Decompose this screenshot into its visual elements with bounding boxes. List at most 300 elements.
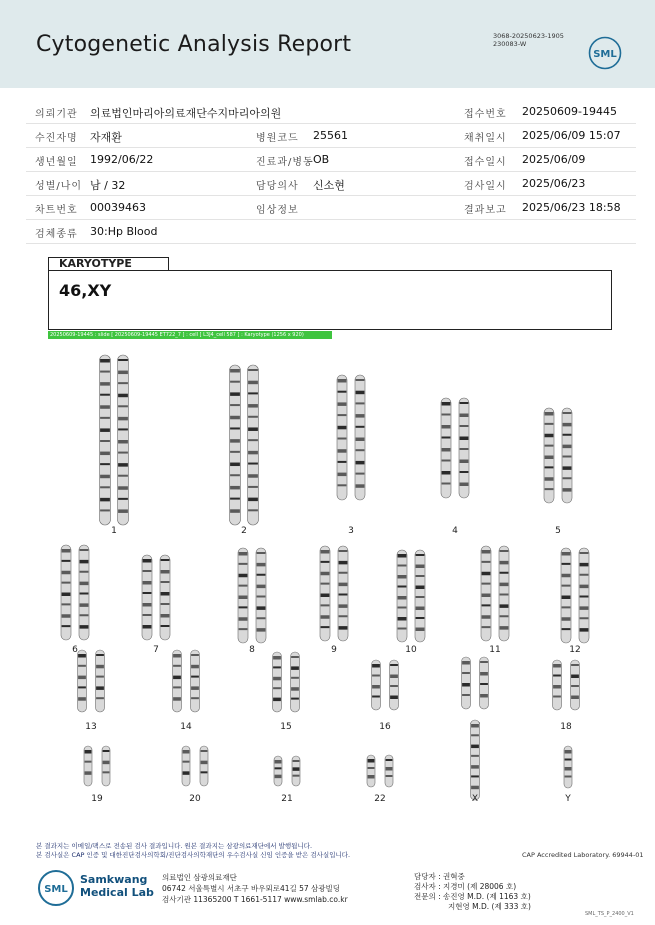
chromosome-band (191, 697, 199, 699)
chromosome-band (482, 561, 491, 563)
chromosome-band (338, 391, 347, 393)
chromosome-band (471, 765, 479, 769)
chromosome-pair (372, 660, 399, 732)
chromosome-band (338, 379, 347, 383)
patient-value: 자재환 (90, 131, 122, 144)
chromosome-band (321, 561, 330, 563)
chromosome-band (480, 672, 488, 676)
chromosome-band (118, 498, 128, 500)
sex-age-label: 성별/나이 (35, 181, 83, 192)
chromosome-band (321, 604, 330, 606)
chromosome-band (100, 509, 110, 511)
chromosome-band (482, 615, 491, 619)
document-id: 3068-20250623-1905 230083-W (493, 32, 564, 48)
chromosome-band (191, 665, 199, 669)
chromosome-band (553, 675, 561, 677)
chromosome-band (571, 685, 579, 687)
chromosome-band (291, 698, 299, 700)
chromosome-band (398, 617, 407, 621)
chromosome-band (239, 585, 248, 587)
chromosome-band (482, 594, 491, 598)
chromosome-band (230, 404, 240, 406)
chromosome-band (78, 665, 86, 667)
chromosome-band (275, 760, 282, 764)
chromosome-band (230, 474, 240, 476)
chromosome-band (273, 666, 281, 668)
chromosome-band (173, 686, 181, 688)
chromosome-band (338, 461, 347, 463)
karyotype-result-box (48, 270, 612, 330)
chromosome-band (500, 572, 509, 574)
chromosome-band (471, 734, 479, 736)
chromosome-band (275, 767, 282, 769)
chromosome-band (183, 771, 190, 775)
chromosome-band (416, 554, 425, 556)
chromosome-band (321, 615, 330, 619)
chromosome-band (230, 416, 240, 420)
cap-accreditation: CAP Accredited Laboratory. 69944-01 (522, 851, 644, 859)
chromosome-band (562, 606, 571, 608)
chromosome-band (230, 451, 240, 453)
chromosome-label: 4 (452, 526, 458, 536)
chromosome-band (239, 628, 248, 630)
chromosome-band (291, 677, 299, 679)
dob-value: 1992/06/22 (90, 153, 154, 166)
karyotype-tab: KARYOTYPE (48, 257, 169, 271)
patient-info-table (26, 100, 636, 244)
collected-value: 2025/06/09 15:07 (522, 129, 621, 142)
doctor-value: 신소현 (313, 179, 345, 192)
specimen-label: 검체종류 (35, 229, 78, 240)
chromosome-band (339, 550, 348, 552)
chromosome-band (100, 463, 110, 465)
chromosome-band (339, 583, 348, 587)
chromosome-band (191, 676, 199, 678)
chromosome-band (257, 596, 266, 598)
chromosome-band (291, 656, 299, 658)
staff-line: 지현영 M.D. (제 333 호) (448, 902, 531, 911)
chromosome-band (248, 427, 258, 431)
chromosome-pair (564, 746, 572, 804)
chromosome-band (100, 405, 110, 409)
chromosome-band (248, 381, 258, 385)
chromosome-band (275, 775, 282, 779)
chromosome-band (100, 417, 110, 419)
tested-label: 검사일시 (464, 181, 507, 192)
chromosome-band (62, 549, 71, 553)
chromosome-band (460, 402, 469, 404)
chromosome-band (248, 451, 258, 455)
chromosome-band (338, 414, 347, 416)
chromosome-band (338, 426, 347, 430)
chromosome-band (161, 592, 170, 596)
chromosome-band (161, 570, 170, 574)
karyotype-result: 46,XY (59, 281, 112, 300)
chromosome-band (100, 452, 110, 456)
chromosome-label: 19 (91, 794, 103, 804)
chromosome-band (562, 628, 571, 630)
chromosome-band (80, 603, 89, 607)
chromosome-band (339, 615, 348, 617)
chromosome-band (239, 552, 248, 556)
chromosome-pair (78, 650, 105, 732)
chromosome-band (338, 402, 347, 406)
chromosome-pair (100, 355, 129, 536)
chromosome-band (191, 686, 199, 690)
chromosome-band (460, 437, 469, 441)
lab-address (162, 872, 348, 905)
chromosome-band (257, 574, 266, 576)
chromosome-band (471, 724, 479, 728)
chromosome-band (293, 767, 300, 771)
chromosome-band (386, 775, 393, 777)
chromosome-band (173, 676, 181, 680)
chromosome-label: 8 (249, 645, 255, 655)
chromosome-band (161, 559, 170, 561)
chromosome-band (80, 571, 89, 573)
slide-info-bar: 20250609-19445 : slide [ 20250609-19445 ET722_7 ] : cell [ L3J4_cell 587 ] : Karyotype (1256 x 920) (48, 331, 332, 339)
chromosome-label: 3 (348, 526, 354, 536)
receipt-no-value: 20250609-19445 (522, 105, 617, 118)
chromosome-band (500, 550, 509, 552)
chromosome-pair (230, 365, 259, 536)
chromosome-band (480, 683, 488, 685)
chromosome-band (338, 438, 347, 440)
hospital-code-value: 25561 (313, 129, 348, 142)
chromosome-band (390, 664, 398, 666)
chromosome (160, 555, 170, 640)
chromosome-band (368, 759, 375, 763)
chromosome-band (398, 586, 407, 588)
chromosome-label: Y (565, 794, 571, 804)
chromosome-band (118, 509, 128, 513)
chromosome-band (293, 760, 300, 762)
chromosome-band (80, 560, 89, 564)
chromosome-band (356, 461, 365, 465)
chromosome-label: 9 (331, 645, 337, 655)
chromosome-band (100, 428, 110, 432)
chromosome-band (339, 594, 348, 596)
chromosome-band (482, 604, 491, 606)
info-row (26, 148, 636, 172)
chromosome-band (545, 466, 554, 468)
receipt-no-label: 접수번호 (464, 109, 507, 120)
chromosome-band (368, 767, 375, 769)
chromosome-band (460, 425, 469, 427)
chromosome-pair (238, 548, 266, 655)
chromosome-band (339, 561, 348, 565)
chromosome-band (460, 460, 469, 464)
chromosome-pair (61, 545, 89, 655)
chromosome-band (257, 606, 266, 610)
chromosome-band (100, 498, 110, 502)
chromosome-label: 22 (374, 794, 386, 804)
chromosome-band (416, 617, 425, 619)
chromosome-label: 12 (569, 645, 581, 655)
chromosome-band (462, 661, 470, 665)
chromosome-band (339, 604, 348, 608)
chromosome-label: 21 (281, 794, 293, 804)
chromosome-label: 7 (153, 645, 159, 655)
chromosome-pair (173, 650, 200, 732)
chromosome-band (161, 581, 170, 583)
chromosome (230, 365, 241, 525)
chromosome-band (565, 776, 572, 778)
chromosome-band (545, 434, 554, 438)
dept-label: 진료과/병동 (256, 157, 314, 168)
chromosome-band (580, 552, 589, 554)
chromosome-band (80, 614, 89, 616)
chromosome-band (103, 761, 110, 765)
chromosome-label: 10 (405, 645, 417, 655)
chromosome-band (416, 575, 425, 577)
chromosome-band (462, 672, 470, 674)
footer-note: 본 검사실은 CAP 인증 및 대한진단검사의학회/진단검사의학재단의 우수검사실 신임 인증을 받은 검사실입니다. (36, 850, 351, 859)
chromosome-band (571, 664, 579, 666)
chromosome-pair (337, 375, 365, 536)
chromosome-band (291, 687, 299, 691)
chromosome-band (339, 572, 348, 574)
chromosome-band (390, 685, 398, 687)
staff-line: 검사자 : 지경미 (제 28006 호) (414, 882, 517, 891)
reported-label: 결과보고 (464, 205, 507, 216)
chromosome-band (118, 405, 128, 407)
chromosome-band (321, 583, 330, 585)
chromosome-band (100, 486, 110, 488)
chromosome-band (321, 572, 330, 576)
chromosome-band (471, 786, 479, 790)
chromosome-band (248, 392, 258, 394)
chromosome-band (78, 654, 86, 658)
chromosome-band (356, 414, 365, 418)
chromosome-band (230, 439, 240, 443)
chromosome-band (398, 565, 407, 567)
patient-label: 수진자명 (35, 133, 78, 144)
chromosome-pair (471, 720, 480, 804)
chromosome-band (398, 575, 407, 579)
info-row (26, 220, 636, 244)
chromosome-band (398, 596, 407, 600)
chromosome-band (500, 626, 509, 630)
chromosome-label: 2 (241, 526, 247, 536)
chromosome-band (372, 685, 380, 689)
chromosome-pair (561, 548, 589, 655)
chromosome-band (356, 473, 365, 475)
dept-value: OB (313, 153, 330, 166)
footer-note: 본 결과지는 이메일/팩스로 전송된 검사 결과입니다. 원본 결과지는 삼광의료재단에서 발행됩니다. (36, 842, 313, 850)
chromosome-band (85, 771, 92, 775)
chromosome-band (553, 685, 561, 689)
karyogram (0, 340, 655, 810)
chromosome-band (62, 571, 71, 575)
chromosome-label: 20 (189, 794, 201, 804)
chromosome-band (563, 412, 572, 414)
chromosome-band (85, 761, 92, 763)
chromosome-band (562, 552, 571, 556)
chromosome-band (230, 463, 240, 467)
chromosome-band (201, 761, 208, 765)
chromosome-band (191, 654, 199, 656)
staff-line: 전문의 : 송진영 M.D. (제 1163 호) (414, 892, 531, 901)
chromosome-band (118, 486, 128, 490)
reported-value: 2025/06/23 18:58 (522, 201, 621, 214)
chromosome-band (580, 596, 589, 598)
chromosome-band (372, 675, 380, 677)
chromosome-band (248, 404, 258, 408)
address-line: 검사기관 11365200 T 1661-5117 www.smlab.co.kr (162, 895, 348, 904)
chromosome-band (338, 484, 347, 486)
chromosome-band (230, 392, 240, 396)
chromosome-band (143, 559, 152, 563)
received-label: 접수일시 (464, 157, 507, 168)
chromosome-band (173, 665, 181, 667)
sml-logo-icon (36, 868, 76, 908)
chromosome-band (356, 391, 365, 395)
chromosome (273, 652, 282, 712)
chromosome-band (545, 445, 554, 447)
chromosome-band (471, 755, 479, 757)
chromosome (78, 650, 87, 712)
chromosome-band (62, 603, 71, 605)
chromosome-band (118, 394, 128, 398)
chromosome-band (460, 483, 469, 487)
chromosome-band (62, 625, 71, 627)
chromosome-band (161, 625, 170, 627)
chromosome-band (386, 759, 393, 761)
chromosome-band (100, 475, 110, 479)
chromosome-band (545, 412, 554, 416)
chromosome-band (562, 585, 571, 587)
chromosome-band (239, 574, 248, 578)
footer-logo (36, 868, 176, 908)
chromosome-label: 14 (180, 722, 192, 732)
collected-label: 채취일시 (464, 133, 507, 144)
chromosome-band (416, 586, 425, 590)
chromosome-band (442, 437, 451, 439)
chromosome-band (230, 381, 240, 383)
chromosome-band (390, 696, 398, 700)
chromosome-band (398, 607, 407, 609)
chromosome-band (563, 466, 572, 470)
chromosome-band (96, 654, 104, 656)
chromosome-band (230, 509, 240, 513)
chromosome-band (248, 463, 258, 465)
chromosome-label: 18 (560, 722, 572, 732)
chromosome-band (273, 687, 281, 689)
chromosome-band (80, 625, 89, 629)
chromosome-band (580, 628, 589, 632)
staff-list (414, 872, 531, 912)
chromosome-label: 15 (280, 722, 292, 732)
chromosome-band (257, 552, 266, 554)
svg-text:SML: SML (593, 49, 617, 60)
chromosome-band (442, 425, 451, 429)
chromosome-band (201, 771, 208, 773)
chromosome-band (372, 696, 380, 698)
chromosome-pair (273, 652, 300, 732)
chromosome-band (460, 414, 469, 418)
chromosome-band (356, 402, 365, 404)
chromosome-band (562, 574, 571, 578)
sex-age-value: 남 / 32 (90, 179, 126, 192)
chromosome-band (563, 456, 572, 458)
info-row (26, 124, 636, 148)
chromosome-band (338, 473, 347, 477)
chromosome-band (500, 594, 509, 596)
chromosome-band (563, 423, 572, 427)
chromosome (173, 650, 182, 712)
chromosome-band (118, 452, 128, 454)
chromosome-pair (441, 398, 469, 536)
chromosome-band (442, 483, 451, 485)
chromosome-label: 5 (555, 526, 561, 536)
chromosome-band (416, 565, 425, 569)
chromosome-band (257, 585, 266, 589)
chromosome-band (103, 771, 110, 773)
chromosome-band (273, 698, 281, 702)
chromosome-band (118, 417, 128, 421)
chromosome-band (201, 750, 208, 752)
chromosome-band (562, 596, 571, 600)
report-title: Cytogenetic Analysis Report (36, 32, 352, 57)
chromosome-band (96, 676, 104, 678)
info-row (26, 172, 636, 196)
chromosome-pair (544, 408, 572, 536)
chromosome-band (482, 572, 491, 576)
chromosome-band (460, 448, 469, 450)
logo-name-line2: Medical Lab (80, 886, 154, 899)
info-row (26, 196, 636, 220)
chromosome-band (248, 474, 258, 478)
chromosome-band (62, 560, 71, 562)
chromosome-label: 6 (72, 645, 78, 655)
chromosome-band (545, 423, 554, 425)
chromosome-band (62, 582, 71, 584)
chromosome-pair (397, 550, 425, 655)
chromosome-band (183, 761, 190, 763)
chromosome-band (173, 654, 181, 658)
staff-line: 담당자 : 권혁중 (414, 872, 465, 881)
chromosome-band (563, 445, 572, 449)
hospital-label: 의뢰기관 (35, 109, 78, 120)
chromosome-band (356, 449, 365, 451)
chromosome-band (565, 759, 572, 761)
chromosome-pair (481, 546, 509, 655)
chromosome-band (230, 427, 240, 429)
info-row (26, 100, 636, 124)
chromosome-band (118, 359, 128, 361)
chromosome-band (565, 767, 572, 771)
logo-name-line1: Samkwang (80, 873, 148, 886)
chromosome-band (118, 440, 128, 444)
chromosome-pair (320, 546, 348, 655)
chromosome-band (563, 477, 572, 479)
chromosome-band (553, 664, 561, 668)
chromosome-label: 11 (489, 645, 501, 655)
chromosome-band (143, 592, 152, 594)
chromosome-band (161, 614, 170, 618)
chromosome-band (386, 767, 393, 771)
chromosome-band (239, 617, 248, 621)
chromosome-band (372, 664, 380, 668)
chromosome-band (442, 402, 451, 406)
chromosome-band (500, 583, 509, 587)
chromosome-band (257, 563, 266, 567)
chromosome-band (580, 617, 589, 619)
chromosome-band (390, 675, 398, 679)
chromosome-band (248, 498, 258, 502)
chromosome-band (291, 666, 299, 670)
